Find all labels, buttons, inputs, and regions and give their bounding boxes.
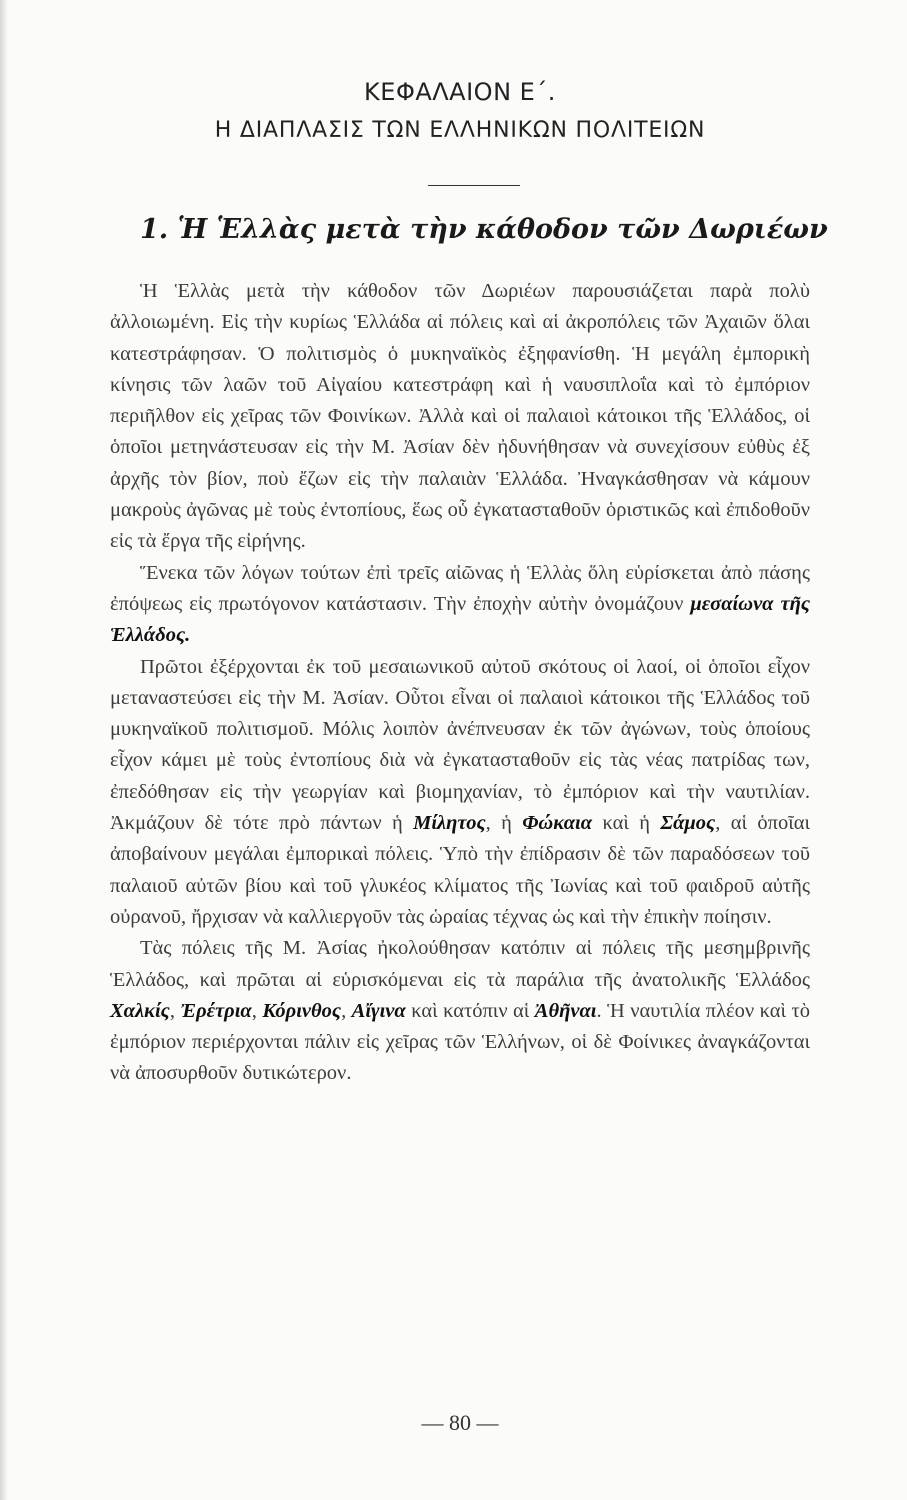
paragraph [110, 933, 810, 1089]
paragraph [110, 652, 810, 934]
emphasized-term: Φώκαια [522, 812, 593, 835]
paragraph [110, 276, 810, 558]
chapter-heading: ΚΕΦΑΛΑΙΟΝ Ε΄. [364, 78, 556, 106]
emphasized-term: Ἐρέτρια [180, 999, 252, 1022]
text-run: Πρῶτοι ἐξέρχονται ἐκ τοῦ μεσαιωνικοῦ αὐτοῦ σκότους οἱ λαοί, οἱ ὁποῖοι εἶχον μεταναστεύσει εἰς τὴν Μ. Ἀσίαν. Οὗτοι εἶναι οἱ παλαιοὶ κάτοικοι τῆς Ἑλλάδος τοῦ μυκηναϊκοῦ πολιτισμοῦ. Μόλις λοιπὸν ἀνέπνευσαν ἐκ τῶν ἀγώνων, τοὺς ὁποίους εἶχον κάμει μὲ τοὺς ἐντοπίους διὰ νὰ ἐγκατασταθοῦν εἰς τὰς νέας πατρίδας των, ἐπεδόθησαν εἰς τὴν γεωργίαν καὶ βιομηχανίαν, τὸ ἐμπόριον καὶ τὴν ναυτιλίαν. Ἀκμάζουν δὲ τότε πρὸ πάντων ἡ [110, 655, 810, 835]
text-run: , [169, 999, 181, 1022]
emphasized-term: Αἴγινα [351, 999, 406, 1022]
emphasized-term: μεσαίωνα τῆς Ἑλλάδος. [110, 592, 810, 647]
body-text [110, 276, 810, 1090]
page-edge-shadow [0, 0, 8, 1500]
emphasized-term: Σάμος [660, 812, 716, 835]
text-run: Τὰς πόλεις τῆς Μ. Ἀσίας ἠκολούθησαν κατόπιν αἱ πόλεις τῆς μεσημβρινῆς Ἑλλάδος, καὶ πρῶται αἱ εὑρισκόμεναι εἰς τὰ παράλια τῆς ἀνατολικῆς Ἑλλάδος [110, 937, 810, 991]
emphasized-term: Ἀθῆναι [534, 999, 597, 1022]
section-title: 1. Ἡ Ἑλλὰς μετὰ τὴν κάθοδον τῶν Δωριέων [140, 214, 828, 245]
emphasized-term: Χαλκίς [110, 999, 170, 1022]
text-run: , αἱ ὁποῖαι ἀποβαίνουν μεγάλαι ἐμπορικαὶ πόλεις. Ὑπὸ τὴν ἐπίδρασιν δὲ τῶν παραδόσεων τοῦ παλαιοῦ αὐτῶν βίου καὶ τοῦ γλυκέος κλίματος τῆς Ἰωνίας καὶ τοῦ φαιδροῦ αὐτῆς οὐρανοῦ, ἤρχισαν νὰ καλλιεργοῦν τὰς ὡραίας τέχνας ὡς καὶ τὴν ἐπικὴν ποίησιν. [110, 812, 810, 928]
emphasized-term: Κόρινθος [262, 999, 342, 1022]
chapter-subtitle: Η ΔΙΑΠΛΑΣΙΣ ΤΩΝ ΕΛΛΗΝΙΚΩΝ ΠΟΛΙΤΕΙΩΝ [214, 118, 706, 143]
text-run: , [251, 999, 263, 1022]
text-run: Ἕνεκα τῶν λόγων τούτων ἐπὶ τρεῖς αἰῶνας ἡ Ἑλλὰς ὅλη εὑρίσκεται ἀπὸ πάσης ἐπόψεως εἰς πρωτόγονον κατάστασιν. Τὴν ἐποχὴν αὐτὴν ὀνομάζουν [110, 561, 810, 615]
paragraph [110, 558, 810, 652]
text-run: , [341, 999, 352, 1022]
text-run: Ἡ Ἑλλὰς μετὰ τὴν κάθοδον τῶν Δωριέων παρουσιάζεται παρὰ πολὺ ἀλλοιωμένη. Εἰς τὴν κυρίως Ἑλλάδα αἱ πόλεις καὶ αἱ ἀκροπόλεις τῶν Ἀχαιῶν ὅλαι κατεστράφησαν. Ὁ πολιτισμὸς ὁ μυκηναϊκὸς ἐξηφανίσθη. Ἡ μεγάλη ἐμπορικὴ κίνησις τῶν λαῶν τοῦ Αἰγαίου κατεστράφη καὶ ἡ ναυσιπλοΐα καὶ τὸ ἐμπόριον περιῆλθον εἰς χεῖρας τῶν Φοινίκων. Ἀλλὰ καὶ οἱ παλαιοὶ κάτοικοι τῆς Ἑλλάδος, οἱ ὁποῖοι μετηνάστευσαν εἰς τὴν Μ. Ἀσίαν δὲν ἠδυνήθησαν νὰ συνεχίσουν εὐθὺς ἐξ ἀρχῆς τὸν βίον, ποὺ ἔζων εἰς τὴν παλαιὰν Ἑλλάδα. Ἠναγκάσθησαν νὰ κάμουν μακροὺς ἀγῶνας μὲ τοὺς ἐντοπίους, ἕως οὗ ἐγκατασταθοῦν ὁριστικῶς καὶ ἐπιδοθοῦν εἰς τὰ ἔργα τῆς εἰρήνης. [110, 280, 810, 553]
text-run: . Ἡ ναυτιλία πλέον καὶ τὸ ἐμπόριον περιέρχονται πάλιν εἰς χεῖρας τῶν Ἑλλήνων, οἱ δὲ Φοίνικες ἀναγκάζονται νὰ ἀποσυρθοῦν δυτικώτερον. [110, 999, 811, 1085]
title-divider [428, 185, 520, 186]
text-run: καὶ ἡ [592, 812, 661, 835]
page-number: — 80 — [421, 1410, 499, 1435]
text-run: καὶ κατόπιν αἱ [405, 999, 535, 1022]
text-run: , ἡ [485, 812, 523, 835]
emphasized-term: Μίλητος [413, 812, 486, 835]
